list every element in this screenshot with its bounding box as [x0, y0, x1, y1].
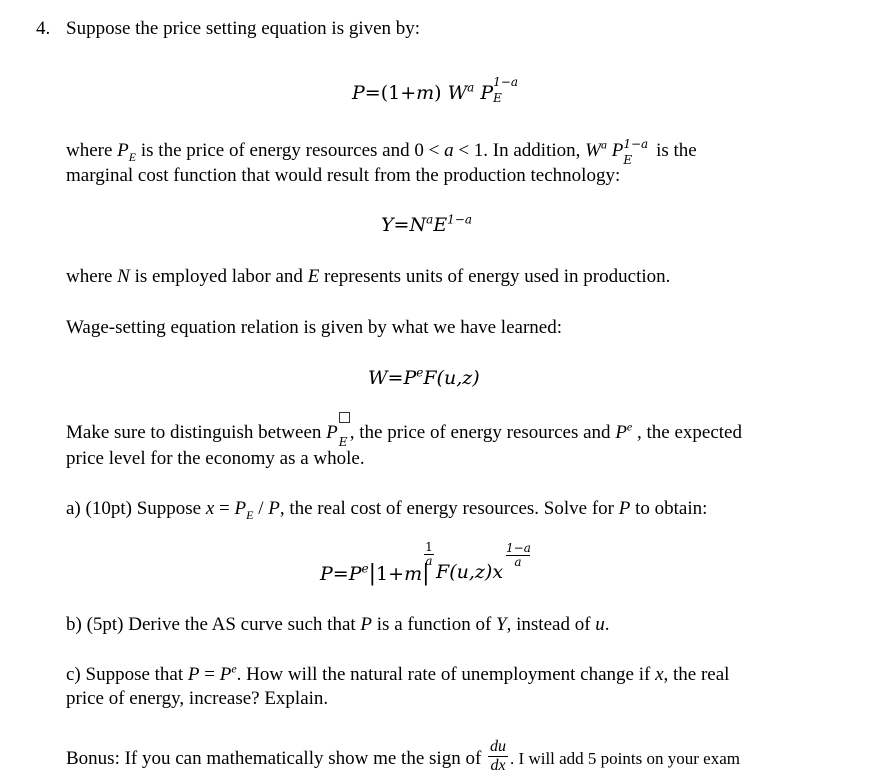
du-dx-fraction: $\frac{du}{dx}$	[490, 738, 507, 774]
problem-intro: Suppose the price setting equation is given by:	[66, 18, 421, 39]
solution-exponent-fraction-1: 1 a	[425, 540, 433, 568]
part-c-question: c) Suppose that $P = P^e$. How will the natural rate of unemployment change if x, the real	[66, 661, 730, 685]
wage-setting-equation: $W=P^eF(u,z)$	[368, 365, 480, 389]
part-b-question: b) (5pt) Derive the AS curve such that P is a function of Y, instead of u.	[66, 614, 610, 635]
paragraph-labor-energy: where N is employed labor and E represents units of energy used in production.	[66, 266, 671, 287]
paragraph-distinguish-line2: price level for the economy as a whole.	[66, 448, 365, 469]
bonus-question: Bonus: If you can mathematically show me the sign of $\frac{du}{dx}$ . I will add 5 points on your exam	[66, 738, 740, 774]
production-equation: $Y=N^aE^{1-a}$	[381, 212, 472, 236]
paragraph-energy-price: where $P_E$ is the price of energy resources and 0 < a < 1. In addition, $W^a$ P 1−a E is the	[66, 137, 697, 167]
paragraph-distinguish: Make sure to distinguish between P E , the price of energy resources and $P^e$ , the expected	[66, 421, 742, 445]
part-c-question-line2: price of energy, increase? Explain.	[66, 688, 329, 709]
part-a-question: a) (10pt) Suppose $x = P_E / P$, the real cost of energy resources. Solve for P to obtain:	[66, 498, 708, 522]
solution-equation-rhs: F(u,z)x	[436, 561, 504, 583]
placeholder-box-icon	[339, 412, 350, 423]
paragraph-wage-setting: Wage-setting equation relation is given by what we have learned:	[66, 317, 562, 338]
solution-exponent-fraction-2: 1−a a	[506, 541, 531, 569]
problem-number: 4.	[36, 18, 51, 39]
paragraph-energy-price-line2: marginal cost function that would result from the production technology:	[66, 165, 621, 186]
solution-equation: $P=P^e|1+m|$	[320, 561, 430, 586]
price-setting-equation: P=(1+m) $W^a$ P 1−a E	[352, 75, 519, 105]
